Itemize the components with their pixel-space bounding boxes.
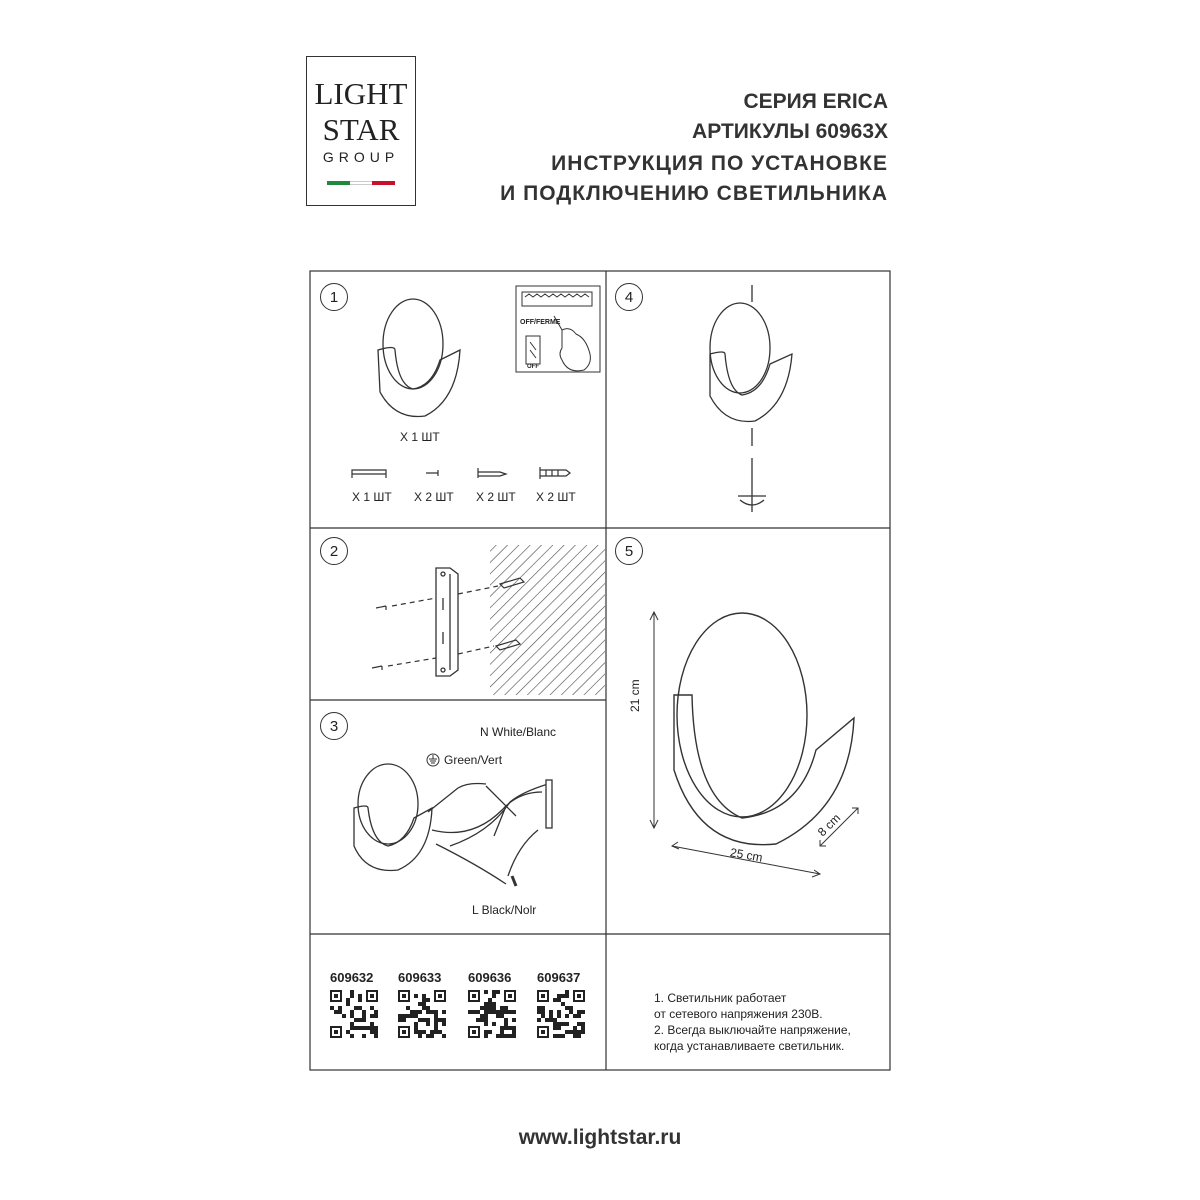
step-number-2: 2: [320, 537, 348, 565]
step5-dimension-lines: [650, 612, 858, 877]
step1-lamp-qty: X 1 ШТ: [400, 430, 440, 444]
step2-bracket-drawing: [436, 568, 458, 676]
step1-part-qty-2: X 2 ШТ: [414, 490, 454, 504]
step1-parts: [352, 467, 570, 479]
step3-wiring-drawing: [354, 764, 552, 886]
step-number-1: 1: [320, 283, 348, 311]
instruction-title-line2: И ПОДКЛЮЧЕНИЮ СВЕТИЛЬНИКА: [500, 182, 888, 205]
logo-line-group: GROUP: [322, 149, 400, 165]
step-number-4: 4: [615, 283, 643, 311]
wire-neutral-label: N White/Blanc: [480, 725, 557, 739]
wire-live-label: L Black/Nolr: [472, 903, 537, 917]
logo-line-star: STAR: [322, 112, 400, 147]
qr-code-2: [398, 990, 446, 1038]
switch-off-small: OFF: [527, 364, 539, 370]
step1-part-qty-4: X 2 ШТ: [536, 490, 576, 504]
qr-code-3: [468, 990, 516, 1038]
qr-code-1: [330, 990, 378, 1038]
wire-ground-label: Green/Vert: [444, 753, 503, 767]
step2-wall: [490, 545, 605, 695]
part-screw-long: [478, 468, 506, 478]
dimension-width: 25 cm: [729, 845, 764, 865]
step4-lamp-drawing: [710, 285, 792, 512]
step1-switch-panel: [516, 286, 600, 372]
ground-icon: [427, 754, 439, 766]
notes-block: [654, 990, 894, 1054]
part-screw-small: [426, 470, 438, 476]
step-number-3: 3: [320, 712, 348, 740]
article-code-2: 609633: [398, 970, 442, 985]
dimension-depth: 8 cm: [814, 810, 844, 840]
step-number-5: 5: [615, 537, 643, 565]
step1-part-qty-1: X 1 ШТ: [352, 490, 392, 504]
dimension-height: 21 cm: [628, 679, 642, 712]
instruction-title-line1: ИНСТРУКЦИЯ ПО УСТАНОВКЕ: [551, 152, 888, 175]
switch-off-label: OFF/FERME: [520, 319, 561, 326]
note-line-2: от сетевого напряжения 230В.: [654, 1007, 823, 1021]
website-url: www.lightstar.ru: [518, 1126, 682, 1149]
note-line-3: 2. Всегда выключайте напряжение,: [654, 1023, 851, 1037]
articles-title: АРТИКУЛЫ 60963X: [692, 120, 888, 143]
qr-code-4: [537, 990, 585, 1038]
article-code-4: 609637: [537, 970, 581, 985]
note-line-1: 1. Светильник работает: [654, 991, 787, 1005]
part-bracket: [352, 470, 386, 478]
step1-part-qty-3: X 2 ШТ: [476, 490, 516, 504]
series-title: СЕРИЯ ERICA: [743, 90, 888, 113]
part-dowel: [540, 467, 570, 479]
logo-line-light: LIGHT: [314, 76, 408, 111]
step1-lamp-drawing: [378, 299, 460, 417]
note-line-4: когда устанавливаете светильник.: [654, 1039, 845, 1053]
article-code-3: 609636: [468, 970, 512, 985]
article-code-1: 609632: [330, 970, 374, 985]
step5-lamp-drawing: [674, 613, 854, 845]
